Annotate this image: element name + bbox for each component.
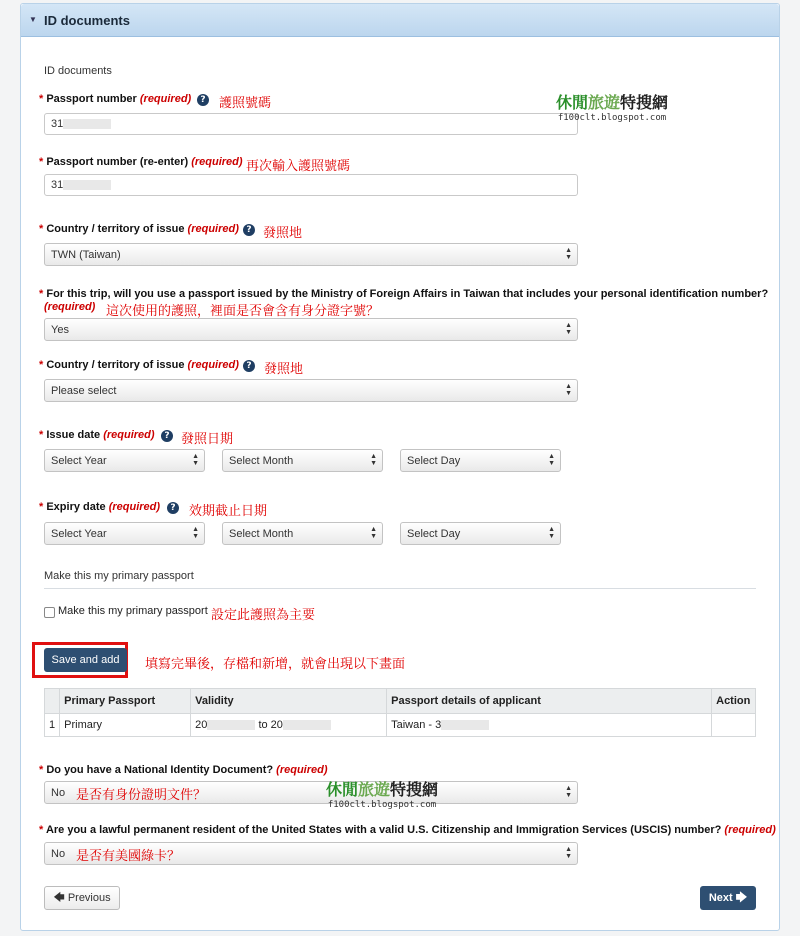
table-header-primary: Primary Passport — [60, 689, 191, 714]
row-details: Taiwan - 3 — [387, 714, 712, 737]
issue-date-label: * Issue date (required) — [39, 429, 155, 441]
primary-passport-checkbox[interactable] — [44, 607, 55, 618]
select-arrows-icon: ▲ ▼ — [548, 453, 555, 467]
passport-reenter-input[interactable]: 31 — [44, 174, 578, 196]
national-id-select[interactable]: No ▲ ▼ — [44, 781, 578, 804]
primary-section-title: Make this my primary passport — [44, 570, 194, 582]
issue-month-select[interactable]: Select Month ▲ ▼ — [222, 449, 383, 472]
mofa-question-label: * For this trip, will you use a passport issued by the Ministry of Foreign Affairs in Taiwan that includes your personal identification number? — [39, 288, 769, 300]
select-arrows-icon: ▲ ▼ — [192, 453, 199, 467]
expiry-date-label: * Expiry date (required) — [39, 501, 161, 513]
country-issue-label: * Country / territory of issue (required) — [39, 223, 239, 235]
select-arrows-icon: ▲ ▼ — [565, 785, 572, 799]
save-annotation: 填寫完畢後，存檔和新增，就會出現以下畫面 — [145, 656, 406, 671]
panel-header[interactable] — [21, 4, 779, 37]
mofa-required: (required) — [44, 301, 96, 313]
country-issue-annotation: 發照地 — [263, 225, 303, 240]
arrow-left-icon: 🡄 — [53, 891, 65, 904]
national-id-label: * Do you have a National Identity Document? (required) — [39, 764, 328, 776]
national-id-annotation: 是否有身份證明文件？ — [76, 787, 207, 802]
country-issue2-annotation: 發照地 — [264, 361, 304, 376]
passport-number-label: * Passport number (required) — [39, 93, 192, 105]
country-issue-select[interactable]: TWN (Taiwan) ▲ ▼ — [44, 243, 578, 266]
row-action[interactable] — [712, 714, 756, 737]
table-header-validity: Validity — [191, 689, 387, 714]
mofa-select[interactable]: Yes ▲ ▼ — [44, 318, 578, 341]
next-button[interactable]: Next 🡆 — [700, 886, 756, 910]
redacted-value — [63, 119, 111, 129]
select-arrows-icon: ▲ ▼ — [565, 383, 572, 397]
save-and-add-button[interactable]: Save and add — [44, 648, 127, 672]
table-header-details: Passport details of applicant — [387, 689, 712, 714]
select-arrows-icon: ▲ ▼ — [565, 247, 572, 261]
passport-reenter-annotation: 再次輸入護照號碼 — [246, 158, 351, 173]
country-issue2-label: * Country / territory of issue (required) — [39, 359, 239, 371]
watermark-bottom: 休閒旅遊特搜網 f100clt.blogspot.com — [325, 782, 439, 810]
id-documents-panel — [20, 3, 780, 931]
collapse-chevron-icon[interactable]: ▼ — [29, 15, 37, 24]
watermark-top: 休閒旅遊特搜網 f100clt.blogspot.com — [555, 95, 669, 123]
row-index: 1 — [45, 714, 60, 737]
help-icon[interactable]: ? — [197, 94, 209, 106]
panel-title: ID documents — [44, 13, 130, 28]
uscis-select[interactable]: No ▲ ▼ — [44, 842, 578, 865]
select-arrows-icon: ▲ ▼ — [565, 846, 572, 860]
issue-year-select[interactable]: Select Year ▲ ▼ — [44, 449, 205, 472]
select-arrows-icon: ▲ ▼ — [192, 526, 199, 540]
issue-day-select[interactable]: Select Day ▲ ▼ — [400, 449, 561, 472]
table-header-index — [45, 689, 60, 714]
row-validity: 20 to 20 — [191, 714, 387, 737]
select-arrows-icon: ▲ ▼ — [565, 322, 572, 336]
select-arrows-icon: ▲ ▼ — [548, 526, 555, 540]
passport-number-annotation: 護照號碼 — [219, 95, 272, 110]
divider — [44, 588, 756, 589]
country-issue2-select[interactable]: Please select ▲ ▼ — [44, 379, 578, 402]
table-row — [45, 714, 756, 737]
table-header-action: Action — [712, 689, 756, 714]
select-arrows-icon: ▲ ▼ — [370, 526, 377, 540]
row-primary: Primary — [60, 714, 191, 737]
passport-table — [44, 688, 756, 737]
primary-passport-annotation: 設定此護照為主要 — [211, 607, 316, 622]
mofa-annotation: 這次使用的護照，裡面是否會含有身分證字號？ — [106, 303, 380, 318]
uscis-annotation: 是否有美國綠卡？ — [76, 848, 181, 863]
expiry-year-select[interactable]: Select Year ▲ ▼ — [44, 522, 205, 545]
help-icon[interactable]: ? — [167, 502, 179, 514]
issue-date-annotation: 發照日期 — [181, 431, 234, 446]
passport-number-input[interactable]: 31 — [44, 113, 578, 135]
arrow-right-icon: 🡆 — [735, 891, 748, 904]
passport-reenter-label: * Passport number (re-enter) (required) — [39, 156, 243, 168]
expiry-month-select[interactable]: Select Month ▲ ▼ — [222, 522, 383, 545]
help-icon[interactable]: ? — [243, 360, 255, 372]
select-arrows-icon: ▲ ▼ — [370, 453, 377, 467]
expiry-day-select[interactable]: Select Day ▲ ▼ — [400, 522, 561, 545]
help-icon[interactable]: ? — [243, 224, 255, 236]
section-title: ID documents — [44, 65, 112, 77]
expiry-date-annotation: 效期截止日期 — [189, 503, 268, 518]
help-icon[interactable]: ? — [161, 430, 173, 442]
redacted-value — [63, 180, 111, 190]
previous-button[interactable]: 🡄 Previous — [44, 886, 120, 910]
uscis-label: * Are you a lawful permanent resident of the United States with a valid U.S. Citizenship and Immigration Services (USCIS) number? (required) — [39, 824, 776, 836]
primary-passport-checkbox-label[interactable]: Make this my primary passport — [58, 605, 208, 617]
